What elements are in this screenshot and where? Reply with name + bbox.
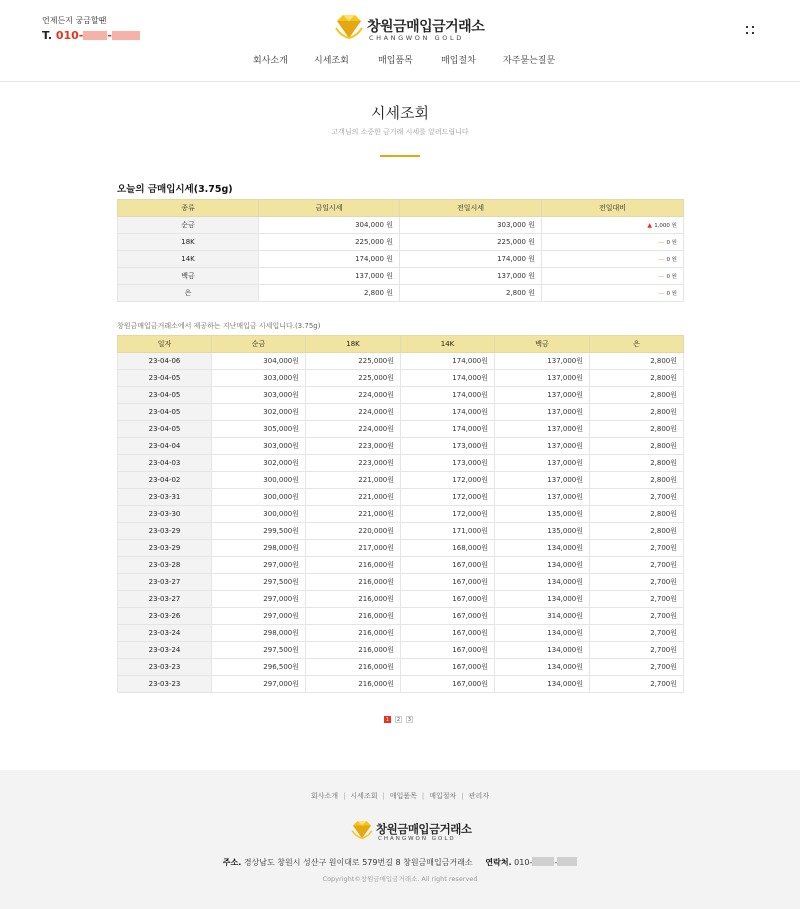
history-row [118, 472, 684, 489]
cell-price: 223,000원 [306, 455, 401, 472]
cell-price: 300,000원 [212, 489, 306, 506]
cell-date: 23-03-27 [118, 574, 212, 591]
cell-price: 167,000원 [401, 659, 495, 676]
history-price-table [117, 335, 684, 693]
cell-price: 135,000원 [495, 523, 590, 540]
cell-price: 167,000원 [401, 642, 495, 659]
history-row [118, 421, 684, 438]
cell-price: 174,000원 [401, 387, 495, 404]
cell-date: 23-04-05 [118, 370, 212, 387]
cell-price: 2,800원 [590, 421, 684, 438]
col-prev: 전일시세 [400, 200, 542, 217]
cell-price: 172,000원 [401, 472, 495, 489]
col-date: 일자 [118, 336, 212, 353]
history-row [118, 642, 684, 659]
cell-price: 304,000원 [212, 353, 306, 370]
cell-price: 174,000원 [401, 421, 495, 438]
history-row [118, 370, 684, 387]
cell-price: 2,800원 [590, 370, 684, 387]
cell-price: 303,000원 [212, 370, 306, 387]
cell-diff [542, 234, 684, 251]
cell-price: 134,000원 [495, 676, 590, 693]
col-diff: 전일대비 [542, 200, 684, 217]
menu-grid-icon[interactable] [746, 26, 756, 36]
cell-price: 2,700원 [590, 659, 684, 676]
page-1-button[interactable]: 1 [385, 717, 390, 723]
cell-price: 220,000원 [306, 523, 401, 540]
cell-price: 300,000원 [212, 506, 306, 523]
cell-date: 23-04-05 [118, 421, 212, 438]
cell-price: 172,000원 [401, 506, 495, 523]
cell-today: 304,000 원 [259, 217, 400, 234]
col-today: 금일시세 [259, 200, 400, 217]
history-row [118, 659, 684, 676]
diff-value: 0 원 [666, 274, 677, 280]
diff-flat-icon: — [658, 290, 665, 297]
cell-price: 137,000원 [495, 421, 590, 438]
cell-date: 23-04-05 [118, 404, 212, 421]
cell-price: 2,700원 [590, 574, 684, 591]
cell-date: 23-04-05 [118, 387, 212, 404]
nav-item-price[interactable]: 시세조회 [314, 56, 349, 66]
history-row [118, 608, 684, 625]
cell-kind: 은 [118, 285, 259, 302]
logo-name: 창원금매입금거래소 [367, 19, 485, 35]
history-row [118, 404, 684, 421]
cell-price: 134,000원 [495, 642, 590, 659]
cell-price: 134,000원 [495, 574, 590, 591]
history-row [118, 506, 684, 523]
cell-price: 137,000원 [495, 438, 590, 455]
diff-flat-icon: — [658, 239, 665, 246]
cell-price: 2,800원 [590, 523, 684, 540]
cell-price: 300,000원 [212, 472, 306, 489]
header-phone[interactable] [42, 29, 140, 42]
cell-price: 216,000원 [306, 642, 401, 659]
nav-item-faq[interactable]: 자주묻는질문 [503, 56, 556, 66]
history-row [118, 353, 684, 370]
cell-prev: 174,000 원 [400, 251, 542, 268]
cell-price: 2,700원 [590, 676, 684, 693]
phone-mask-1 [83, 31, 107, 40]
cell-price: 137,000원 [495, 472, 590, 489]
cell-price: 137,000원 [495, 404, 590, 421]
cell-price: 297,000원 [212, 608, 306, 625]
cell-price: 216,000원 [306, 557, 401, 574]
col-platinum: 백금 [495, 336, 590, 353]
cell-price: 137,000원 [495, 455, 590, 472]
footer-nav-price[interactable]: 시세조회 [350, 792, 378, 800]
cell-price: 297,500원 [212, 574, 306, 591]
cell-date: 23-03-30 [118, 506, 212, 523]
cell-price: 302,000원 [212, 455, 306, 472]
history-row [118, 540, 684, 557]
cell-today: 225,000 원 [259, 234, 400, 251]
history-row [118, 591, 684, 608]
cell-price: 137,000원 [495, 489, 590, 506]
history-row [118, 625, 684, 642]
history-row [118, 574, 684, 591]
today-price-table [117, 199, 684, 302]
footer-nav-admin[interactable]: 관리자 [468, 792, 489, 800]
footer-nav-items[interactable]: 매입품목 [389, 792, 417, 800]
cell-price: 171,000원 [401, 523, 495, 540]
phone-visible: 010- [55, 29, 84, 42]
cell-prev: 2,800 원 [400, 285, 542, 302]
cell-date: 23-03-27 [118, 591, 212, 608]
cell-price: 221,000원 [306, 506, 401, 523]
site-header [0, 0, 800, 82]
main-nav [0, 53, 800, 67]
cell-price: 225,000원 [306, 370, 401, 387]
cell-price: 303,000원 [212, 387, 306, 404]
cell-price: 298,000원 [212, 540, 306, 557]
cell-price: 223,000원 [306, 438, 401, 455]
footer-nav-company[interactable]: 회사소개 [311, 792, 339, 800]
footer-copyright: Copyright©창원금매입금거래소. All right reserved [322, 875, 478, 883]
history-row [118, 557, 684, 574]
footer-logo-sub: CHANGWON GOLD [378, 836, 456, 842]
cell-date: 23-03-31 [118, 489, 212, 506]
cell-price: 2,700원 [590, 557, 684, 574]
footer-logo [350, 820, 472, 844]
cell-price: 2,800원 [590, 506, 684, 523]
cell-price: 216,000원 [306, 625, 401, 642]
cell-price: 298,000원 [212, 625, 306, 642]
addr-label: 주소. [222, 858, 242, 867]
cell-today: 2,800 원 [259, 285, 400, 302]
cell-date: 23-03-28 [118, 557, 212, 574]
today-row [118, 285, 684, 302]
phone-dash: - [107, 29, 112, 42]
cell-price: 173,000원 [401, 438, 495, 455]
footer-nav-process[interactable]: 매입절차 [429, 792, 457, 800]
diamond-logo-icon [333, 14, 365, 40]
cell-price: 2,700원 [590, 591, 684, 608]
history-row [118, 438, 684, 455]
title-underline [380, 155, 420, 157]
phone-mask-2 [112, 31, 140, 40]
history-row [118, 676, 684, 693]
history-row [118, 523, 684, 540]
cell-date: 23-03-23 [118, 659, 212, 676]
diff-flat-icon: — [658, 256, 665, 263]
page-3-button[interactable]: 3 [407, 717, 412, 723]
diff-value: 1,000 원 [654, 223, 677, 229]
page-2-button[interactable]: 2 [396, 717, 401, 723]
cell-price: 224,000원 [306, 387, 401, 404]
cell-date: 23-03-24 [118, 625, 212, 642]
cell-kind: 순금 [118, 217, 259, 234]
cell-price: 137,000원 [495, 353, 590, 370]
cell-price: 2,800원 [590, 387, 684, 404]
cell-price: 134,000원 [495, 659, 590, 676]
cell-date: 23-04-04 [118, 438, 212, 455]
cell-price: 217,000원 [306, 540, 401, 557]
nav-item-process[interactable]: 매입절차 [441, 56, 476, 66]
addr-text: 경상남도 창원시 성산구 원이대로 579번길 8 창원금매입금거래소 [243, 858, 473, 867]
cell-date: 23-04-03 [118, 455, 212, 472]
col-silver: 은 [590, 336, 684, 353]
cell-price: 297,000원 [212, 591, 306, 608]
cell-diff [542, 268, 684, 285]
contact-label: 연락처. [485, 858, 512, 867]
logo-sub: CHANGWON GOLD [369, 34, 464, 42]
history-row [118, 455, 684, 472]
cell-price: 134,000원 [495, 540, 590, 557]
cell-price: 221,000원 [306, 472, 401, 489]
nav-item-company[interactable]: 회사소개 [253, 56, 288, 66]
today-section-title: 오늘의 금매입시세(3.75g) [117, 184, 233, 195]
cell-price: 216,000원 [306, 659, 401, 676]
cell-prev: 225,000 원 [400, 234, 542, 251]
today-row [118, 234, 684, 251]
cell-price: 137,000원 [495, 370, 590, 387]
cell-date: 23-03-23 [118, 676, 212, 693]
diff-up-icon: ▲ [647, 222, 652, 229]
cell-price: 2,800원 [590, 353, 684, 370]
cell-price: 167,000원 [401, 625, 495, 642]
today-row [118, 268, 684, 285]
col-18k: 18K [306, 336, 401, 353]
footer-nav: 회사소개 | 시세조회 | 매입품목 | 매입절차 | 관리자 [311, 792, 489, 800]
cell-price: 2,700원 [590, 608, 684, 625]
cell-price: 2,800원 [590, 472, 684, 489]
contact-dash: - [554, 858, 558, 867]
page-title: 시세조회 [371, 104, 429, 122]
cell-price: 305,000원 [212, 421, 306, 438]
cell-price: 216,000원 [306, 608, 401, 625]
history-row [118, 489, 684, 506]
cell-price: 167,000원 [401, 591, 495, 608]
cell-price: 297,000원 [212, 676, 306, 693]
cell-price: 2,800원 [590, 404, 684, 421]
cell-price: 303,000원 [212, 438, 306, 455]
cell-price: 167,000원 [401, 676, 495, 693]
history-note: 창원금매입금거래소에서 제공하는 지난매입금 시세입니다.(3.75g) [117, 322, 321, 330]
cell-price: 296,500원 [212, 659, 306, 676]
site-footer [0, 770, 800, 909]
cell-price: 168,000원 [401, 540, 495, 557]
cell-date: 23-04-06 [118, 353, 212, 370]
cell-price: 137,000원 [495, 387, 590, 404]
footer-logo-name: 창원금매입금거래소 [376, 822, 472, 836]
phone-prefix: T. [42, 29, 56, 42]
cell-price: 297,000원 [212, 557, 306, 574]
footer-address [0, 857, 800, 868]
cell-price: 173,000원 [401, 455, 495, 472]
cell-price: 2,800원 [590, 438, 684, 455]
cell-price: 2,700원 [590, 540, 684, 557]
col-14k: 14K [401, 336, 495, 353]
cell-kind: 18K [118, 234, 259, 251]
cell-price: 216,000원 [306, 574, 401, 591]
cell-kind: 백금 [118, 268, 259, 285]
cell-price: 167,000원 [401, 608, 495, 625]
cell-price: 314,000원 [495, 608, 590, 625]
cell-price: 302,000원 [212, 404, 306, 421]
cell-price: 134,000원 [495, 557, 590, 574]
cell-prev: 137,000 원 [400, 268, 542, 285]
cell-price: 174,000원 [401, 353, 495, 370]
today-row [118, 217, 684, 234]
cell-date: 23-04-02 [118, 472, 212, 489]
cell-diff [542, 285, 684, 302]
cell-price: 224,000원 [306, 404, 401, 421]
contact-mask-2 [557, 857, 577, 866]
cell-prev: 303,000 원 [400, 217, 542, 234]
site-logo[interactable] [333, 14, 485, 44]
cell-price: 172,000원 [401, 489, 495, 506]
cell-diff [542, 251, 684, 268]
diff-value: 0 원 [666, 240, 677, 246]
diff-value: 0 원 [666, 291, 677, 297]
cell-price: 174,000원 [401, 404, 495, 421]
cell-date: 23-03-26 [118, 608, 212, 625]
diff-flat-icon: — [658, 273, 665, 280]
cell-price: 2,700원 [590, 489, 684, 506]
cell-price: 224,000원 [306, 421, 401, 438]
cell-date: 23-03-29 [118, 523, 212, 540]
cell-price: 299,500원 [212, 523, 306, 540]
page-subtitle: 고객님의 소중한 금거래 시세를 알려드립니다 [331, 128, 469, 136]
cell-price: 135,000원 [495, 506, 590, 523]
cell-price: 134,000원 [495, 625, 590, 642]
cell-date: 23-03-29 [118, 540, 212, 557]
cell-price: 216,000원 [306, 676, 401, 693]
cell-price: 2,700원 [590, 625, 684, 642]
cell-price: 134,000원 [495, 591, 590, 608]
col-pure-gold: 순금 [212, 336, 306, 353]
cell-diff [542, 217, 684, 234]
cell-kind: 14K [118, 251, 259, 268]
nav-item-items[interactable]: 매입품목 [378, 56, 413, 66]
today-row [118, 251, 684, 268]
cell-price: 225,000원 [306, 353, 401, 370]
header-caption: 언제든지 궁금할땐 [42, 16, 107, 25]
cell-price: 297,500원 [212, 642, 306, 659]
contact-visible: 010- [514, 858, 533, 867]
col-kind: 종류 [118, 200, 259, 217]
cell-date: 23-03-24 [118, 642, 212, 659]
cell-price: 167,000원 [401, 574, 495, 591]
history-row [118, 387, 684, 404]
contact-mask-1 [532, 857, 554, 866]
cell-price: 174,000원 [401, 370, 495, 387]
cell-today: 174,000 원 [259, 251, 400, 268]
cell-price: 216,000원 [306, 591, 401, 608]
cell-price: 221,000원 [306, 489, 401, 506]
cell-price: 2,700원 [590, 642, 684, 659]
footer-diamond-icon [350, 820, 374, 840]
cell-today: 137,000 원 [259, 268, 400, 285]
cell-price: 2,800원 [590, 455, 684, 472]
cell-price: 167,000원 [401, 557, 495, 574]
diff-value: 0 원 [666, 257, 677, 263]
